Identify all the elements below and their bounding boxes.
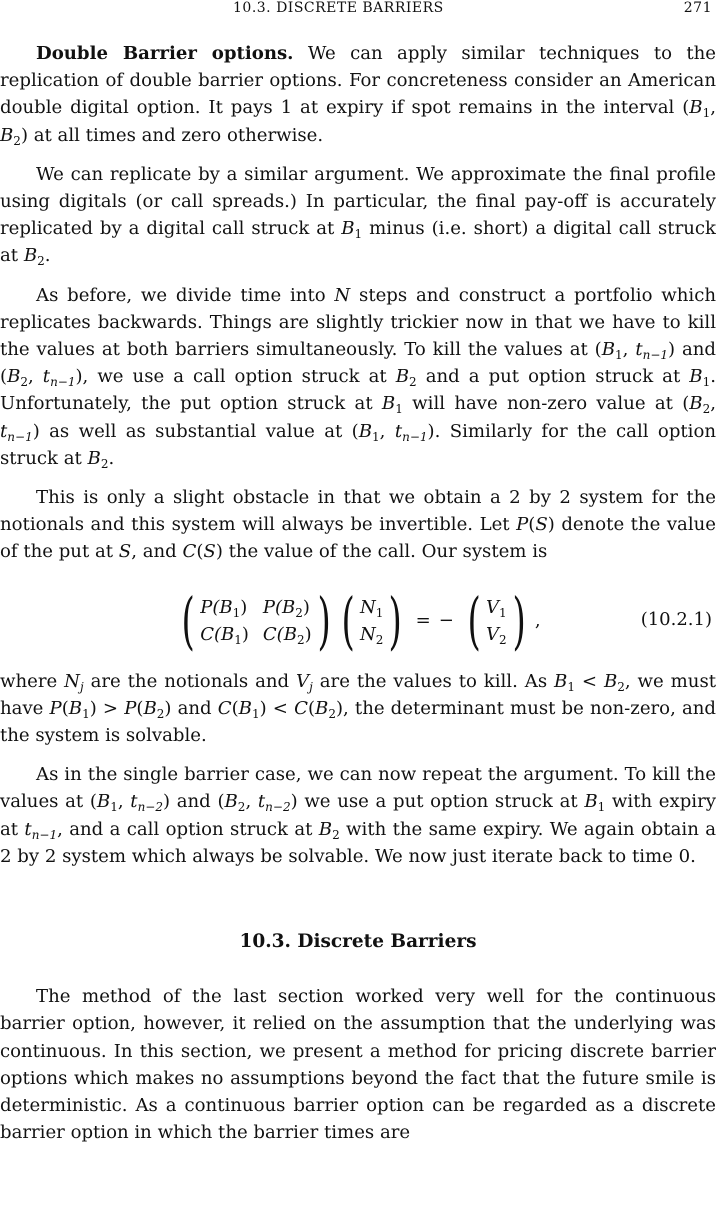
section-heading: 10.3. Discrete Barriers [239, 931, 477, 953]
paragraph-determinant: where $N_j$ are the notionals and $V_j$ are the values to kill. As $B_1 < B_2$, we must have $P(B_1) > P(B_2)$ and $C(B_1) < C(B_2)$, the determinant must be non-zero, and the system is solvable. [0, 670, 716, 747]
paragraph-iterate: As in the single barrier case, we can now repeat the argument. To kill the values at ($B_1$, $t_{n-2}$) and ($B_2$, $t_{n-2}$) we use a put option struck at $B_1$ with expiry at $t_{n-1}$, and a call option struck at $B_2$ with the same expiry. We again obtain a 2 by 2 system which always be solvable. We now just iterate back to time 0. [0, 764, 716, 867]
matrix-pc: ( $P(B_1)$ $P(B_2)$ $C(B_1)$ $C(B_2)$ ) [181, 583, 331, 657]
equation-10-2-1 [0, 578, 716, 664]
paragraph-double-barrier: Double Barrier options. We can apply similar techniques to the replication of double barrier options. For concreteness consider an American double digital option. It pays 1 at expiry if spot remains in the interval ($B_1$, $B_2$) at all times and zero otherwise. [0, 43, 716, 148]
running-head [0, 0, 716, 20]
vector-n: ( $N_1$ $N_2$ ) [341, 583, 403, 657]
equation-number: (10.2.1) [640, 608, 712, 630]
equation-body: ( $P(B_1)$ $P(B_2)$ $C(B_1)$ $C(B_2)$ ) ( $N_1$ $N_2$ ) = − ( $V_1$ $V_2$ ) , [176, 578, 541, 664]
page-body [0, 40, 716, 1147]
paragraph-system-intro: This is only a slight obstacle in that we obtain a 2 by 2 system for the notionals and this system will always be invertible. Let P(S) denote the value of the put at S, and C(S) the value of the call. Our system is [0, 487, 716, 563]
vector-v: ( $V_1$ $V_2$ ) [467, 583, 526, 657]
paragraph-discrete-intro: The method of the last section worked very well for the continuous barrier option, however, it relied on the assumption that the underlying was continuous. In this section, we present a method for pricing discrete barrier options which makes no assumptions beyond the fact that the future smile is deterministic. As a continuous barrier option can be regarded as a discrete barrier option in which the barrier times are [0, 986, 716, 1144]
paragraph-replication: We can replicate by a similar argument. We approximate the final profile using digitals (or call spreads.) In particular, the final pay-off is accurately replicated by a digital call struck at $B_1$ minus (i.e. short) a digital call struck at $B_2$. [0, 163, 716, 269]
paragraph-lead-heading: Double Barrier options. [36, 43, 294, 64]
page-number: 271 [683, 0, 712, 16]
paragraph-time-steps: As before, we divide time into N steps and construct a portfolio which replicates backwards. Things are slightly trickier now in that we have to kill the values at both barriers simultaneously. To kill the values at ($B_1$, $t_{n-1}$) and ($B_2$, $t_{n-1}$), we use a call option struck at $B_2$ and a put option struck at $B_1$. Unfortunately, the put option struck at $B_1$ will have non-zero value at ($B_2$, $t_{n-1}$) as well as substantial value at ($B_1$, $t_{n-1}$). Similarly for the call option struck at $B_2$. [0, 284, 716, 471]
running-head-title: 10.3. DISCRETE BARRIERS [233, 0, 444, 16]
